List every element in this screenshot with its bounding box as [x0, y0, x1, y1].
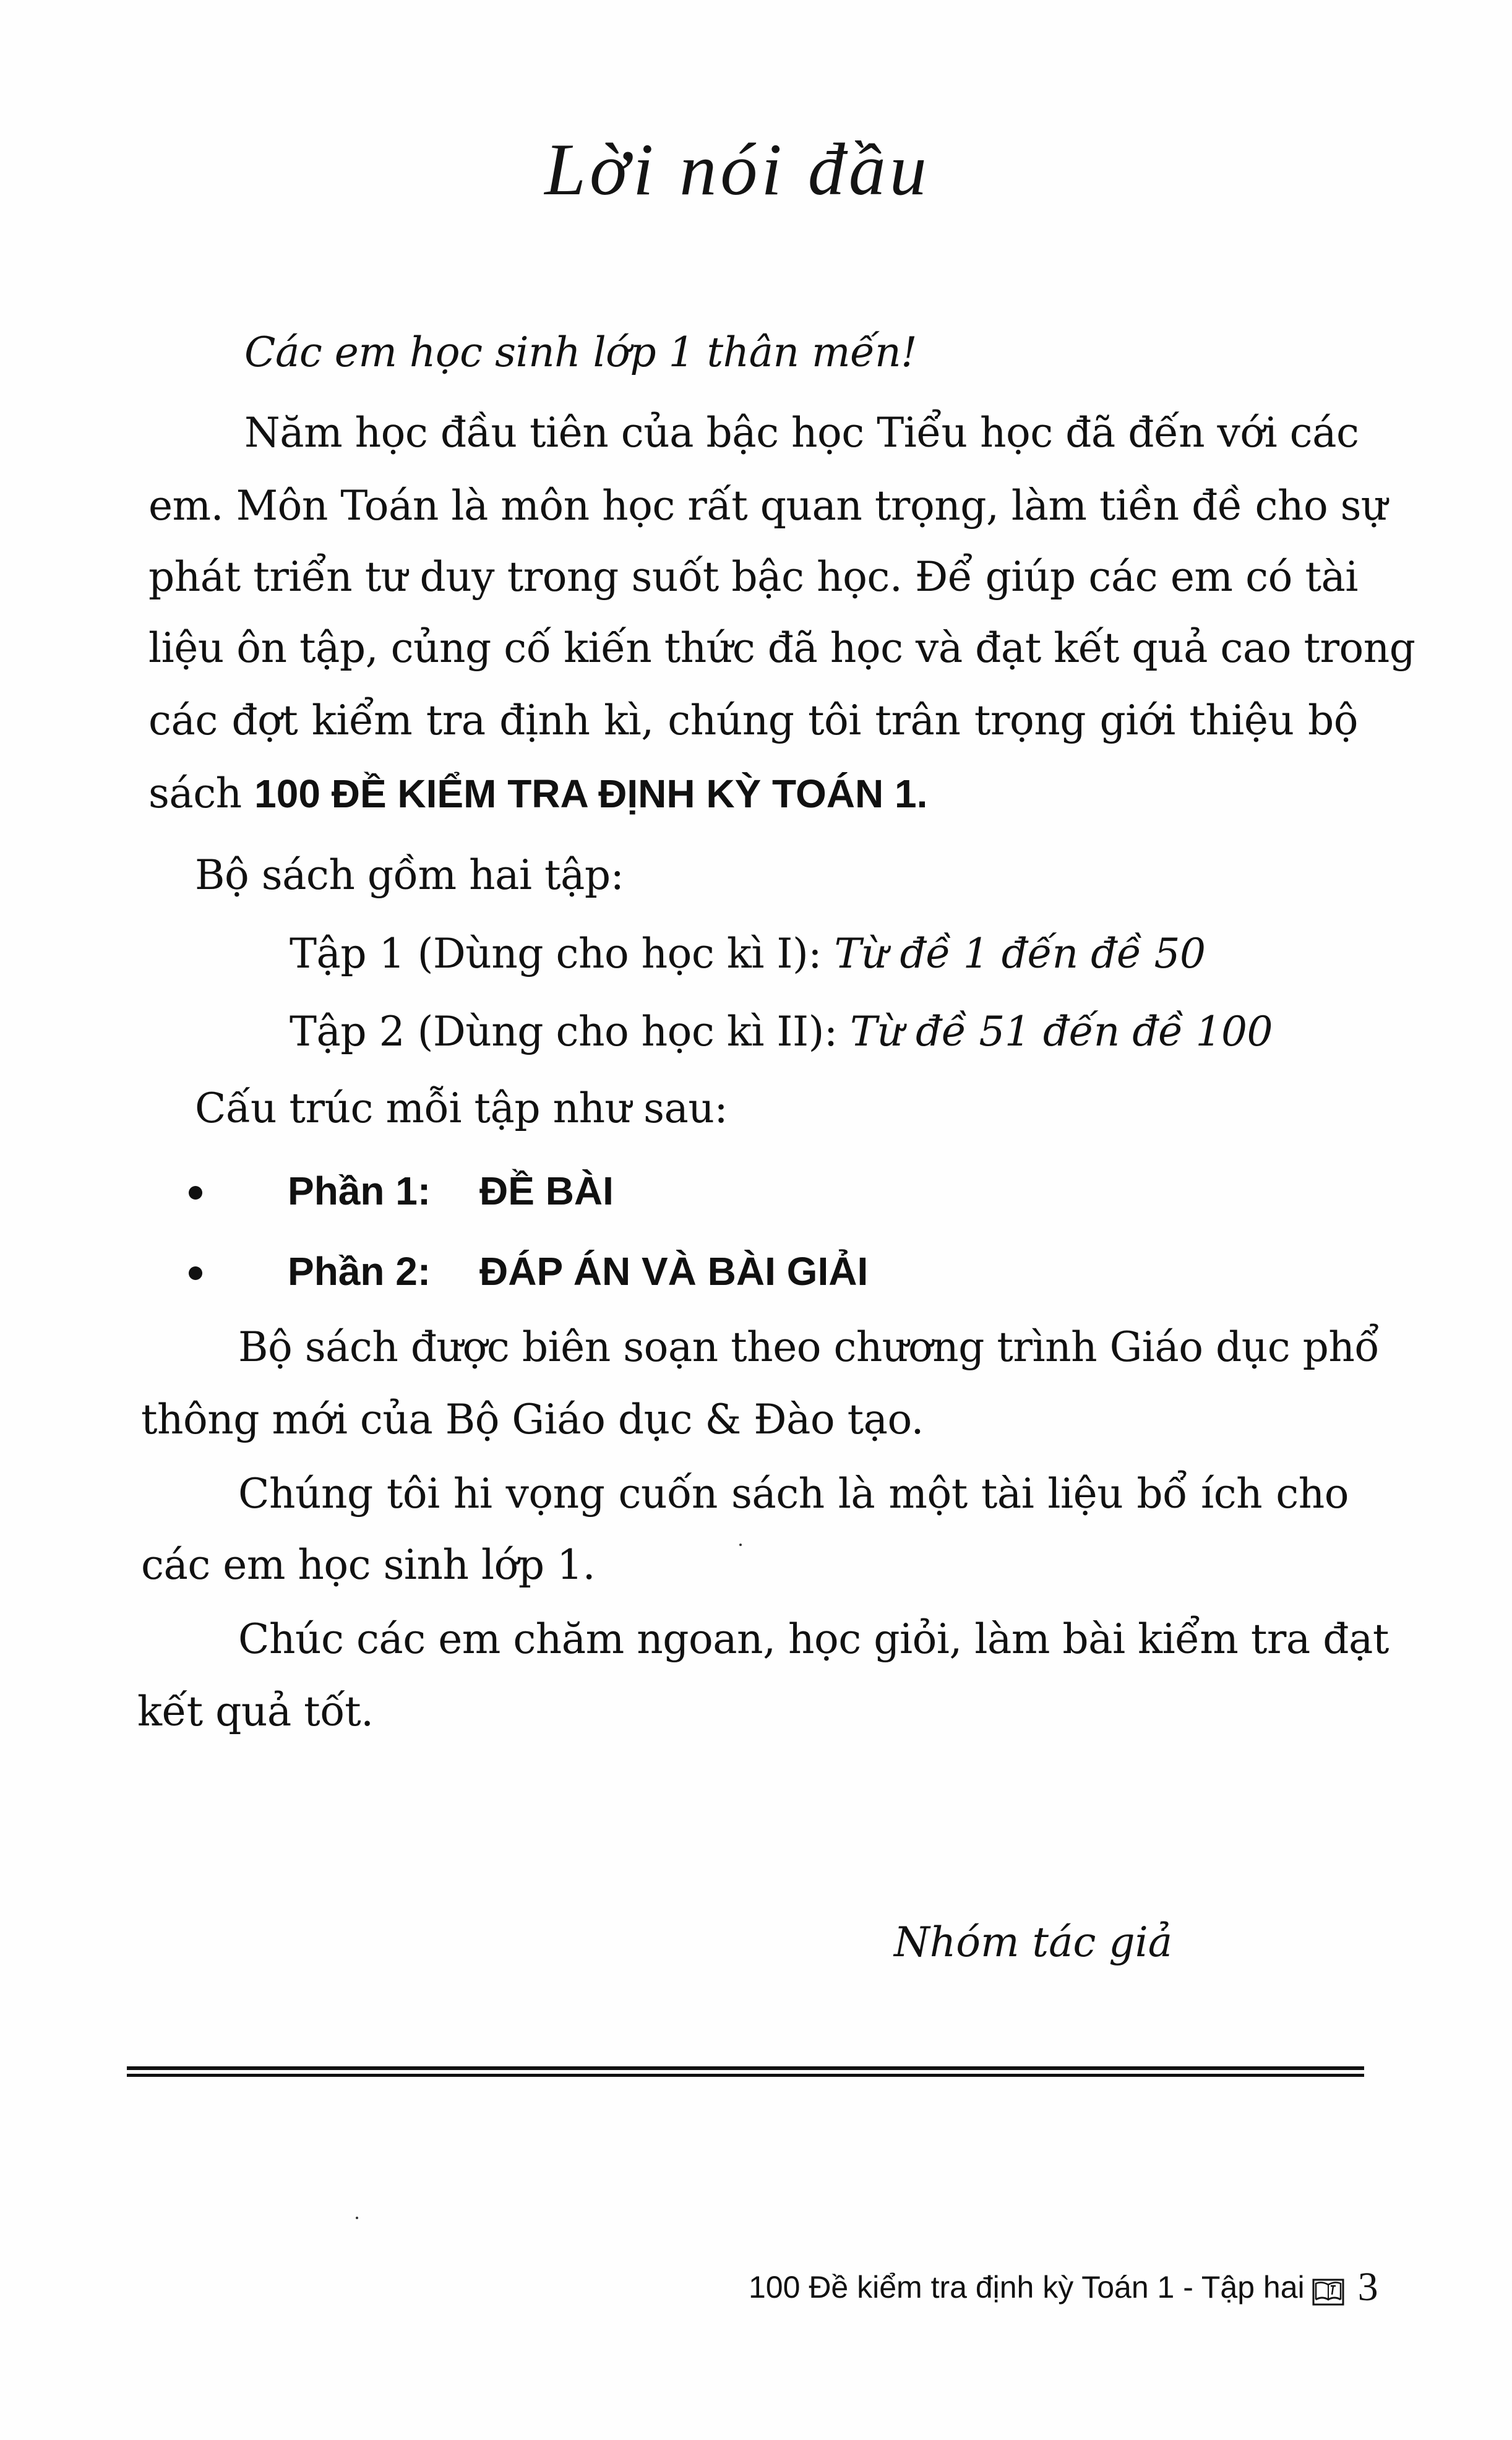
paragraph-4-line-1: Chúc các em chăm ngoan, học giỏi, làm bài kiểm tra đạt: [238, 1615, 1389, 1663]
signature: Nhóm tác giả: [894, 1918, 1173, 1966]
book-name-prefix: sách: [148, 770, 255, 817]
paragraph-1-line-2: em. Môn Toán là môn học rất quan trọng, làm tiền đề cho sự: [148, 482, 1388, 530]
divider-rule-bottom: [127, 2074, 1364, 2077]
paragraph-1-line-5: các đợt kiểm tra định kì, chúng tôi trân trọng giới thiệu bộ: [148, 697, 1358, 744]
book-name: 100 ĐỀ KIỂM TRA ĐỊNH KỲ TOÁN 1.: [254, 771, 928, 816]
page-title: Lời nói đầu: [544, 128, 930, 210]
paragraph-1-line-1: Năm học đầu tiên của bậc học Tiểu học đã đến với các: [244, 409, 1359, 457]
paragraph-1-line-6: [148, 769, 1358, 818]
paragraph-1-line-4: liệu ôn tập, củng cố kiến thức đã học và đạt kết quả cao trong: [148, 624, 1415, 672]
bullet-icon: [189, 1186, 202, 1200]
paragraph-4-line-2: kết quả tốt.: [137, 1688, 374, 1735]
page-number: 3: [1357, 2264, 1378, 2309]
part-2-label: Phần 2:: [288, 1249, 431, 1294]
volume-1-range: Từ đề 1 đến đề 50: [834, 930, 1206, 977]
volume-1: [290, 929, 1499, 979]
page-footer: [749, 2266, 1378, 2309]
volume-2-label: Tập 2 (Dùng cho học kì II):: [290, 1008, 851, 1055]
running-title: 100 Đề kiểm tra định kỳ Toán 1 - Tập hai: [749, 2270, 1305, 2305]
paragraph-3-line-1: Chúng tôi hi vọng cuốn sách là một tài liệu bổ ích cho: [238, 1470, 1349, 1518]
paragraph-2-line-1: Bộ sách được biên soạn theo chương trình Giáo dục phổ: [238, 1323, 1380, 1371]
paragraph-3-line-2: các em học sinh lớp 1.: [141, 1541, 596, 1589]
speck: [739, 1544, 742, 1546]
volumes-intro: Bộ sách gồm hai tập:: [195, 851, 624, 899]
volume-2: [290, 1007, 1499, 1057]
part-1-text: ĐỀ BÀI: [479, 1169, 614, 1213]
divider-rule-top: [127, 2066, 1364, 2070]
part-2-text: ĐÁP ÁN VÀ BÀI GIẢI: [479, 1249, 869, 1294]
paragraph-2-line-2: thông mới của Bộ Giáo dục & Đào tạo.: [141, 1396, 924, 1443]
paragraph-1-line-3: phát triển tư duy trong suốt bậc học. Để giúp các em có tài: [148, 553, 1358, 601]
part-1-label: Phần 1:: [288, 1169, 431, 1213]
volume-1-label: Tập 1 (Dùng cho học kì I):: [290, 930, 835, 977]
volume-2-range: Từ đề 51 đến đề 100: [850, 1008, 1273, 1055]
bullet-icon: [189, 1266, 202, 1280]
structure-intro: Cấu trúc mỗi tập như sau:: [195, 1085, 728, 1132]
speck: [356, 2217, 358, 2219]
greeting: Các em học sinh lớp 1 thân mến!: [244, 329, 917, 376]
open-book-icon: [1312, 2274, 1344, 2301]
